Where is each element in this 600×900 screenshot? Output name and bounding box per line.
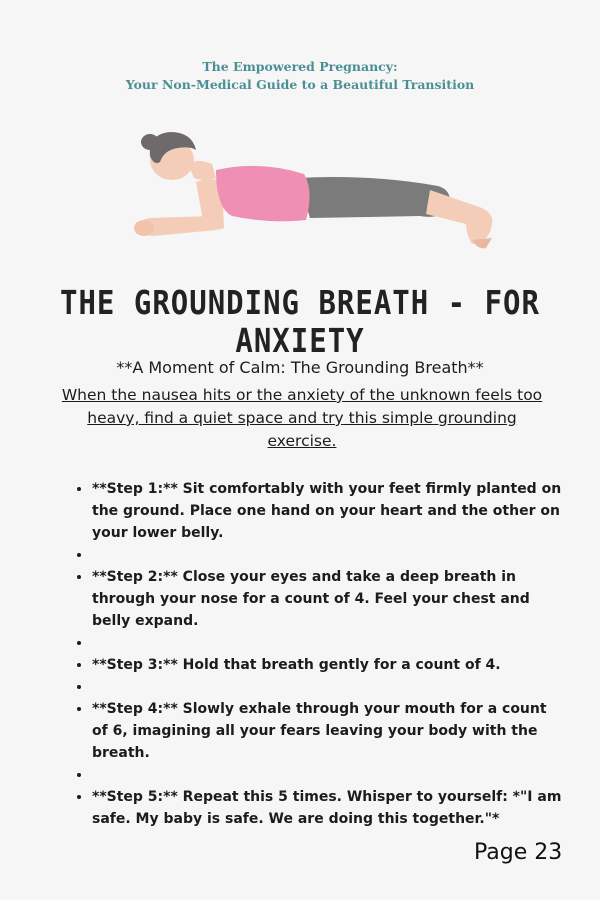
leg-shape	[426, 190, 492, 244]
page-title: THE GROUNDING BREATH - FOR ANXIETY	[60, 283, 540, 361]
hand-shape	[134, 220, 154, 236]
steps-list	[60, 478, 567, 830]
list-item: • **Step 2:** Close your eyes and take a deep breath in through your nose for a count of 4. Feel your chest and belly expand.	[92, 566, 567, 632]
book-title: The Empowered Pregnancy:	[202, 59, 398, 74]
book-subtitle: Your Non-Medical Guide to a Beautiful Transition	[125, 77, 475, 92]
list-item	[92, 764, 567, 786]
list-item: • **Step 1:** Sit comfortably with your feet firmly planted on the ground. Place one hand on your heart and the other on your lower belly.	[92, 478, 567, 544]
section-subtitle: **A Moment of Calm: The Grounding Breath**	[116, 358, 484, 377]
list-item	[92, 544, 567, 566]
list-item: • **Step 4:** Slowly exhale through your mouth for a count of 6, imagining all your fears leaving your body with the breath.	[92, 698, 567, 764]
list-item: • **Step 3:** Hold that breath gently for a count of 4.	[92, 654, 567, 676]
hair-bun-shape	[141, 134, 159, 150]
intro-paragraph: When the nausea hits or the anxiety of the unknown feels too heavy, find a quiet space and try this simple grounding exercise.	[61, 386, 543, 450]
woman-forearm-plank-illustration	[120, 120, 510, 260]
list-item	[92, 632, 567, 654]
page-number: Page 23	[474, 840, 563, 865]
top-shape	[216, 166, 310, 222]
book-header	[0, 58, 600, 94]
list-item: • **Step 5:** Repeat this 5 times. Whisper to yourself: *"I am safe. My baby is safe. We are doing this together."*	[92, 786, 567, 830]
list-item	[92, 676, 567, 698]
